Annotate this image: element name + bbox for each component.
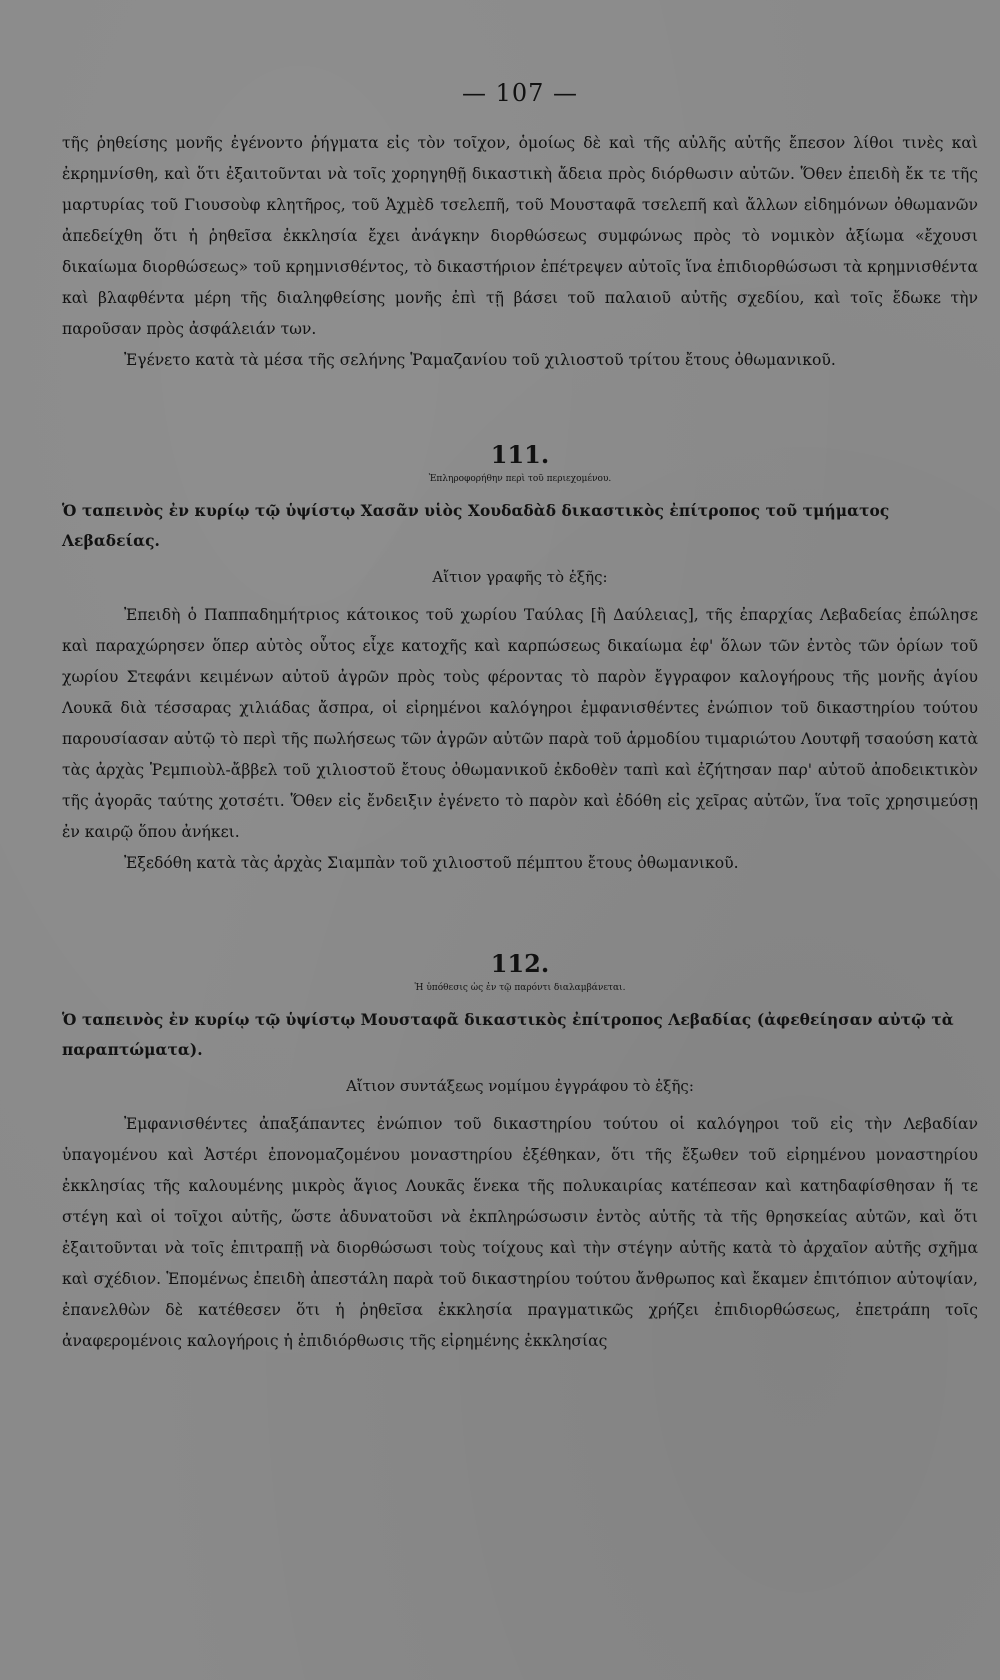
document-112 (62, 949, 978, 1357)
document-heading: Ὁ ταπεινὸς ἐν κυρίῳ τῷ ὑψίστῳ Χασᾶν υἱὸς Χουδαδὰδ δικαστικὸς ἐπίτροπος τοῦ τμήματος Λεβαδείας. (62, 502, 890, 550)
document-number: 112. (490, 949, 550, 978)
document-paragraph: Ἐμφανισθέντες ἀπαξάπαντες ἐνώπιον τοῦ δικαστηρίου τούτου οἱ καλόγηροι τοῦ εἰς τὴν Λεβαδίαν ὑπαγομένου καὶ Ἀστέρι ἐπονομαζομένου μοναστηρίου ἐξέθηκαν, ὅτι τῆς ἔξωθεν τοῦ εἰρημένου μοναστηρίου ἐκκλησίας τῆς καλουμένης μικρὸς ἅγιος Λουκᾶς ἕνεκα τῆς πολυκαιρίας κατέπεσαν καὶ κατηδαφίσθησαν ἥ τε στέγη καὶ οἱ τοῖχοι αὐτῆς, ὥστε ἀδυνατοῦσι νὰ ἐκπληρώσωσιν ἐντὸς αὐτῆς τὰ τῆς θρησκείας αὐτῶν, καὶ ὅτι ἐξαιτοῦνται νὰ τοῖς ἐπιτραπῇ νὰ διορθώσωσι τοὺς τοίχους καὶ τὴν στέγην αὐτῆς κατὰ τὸ ἀρχαῖον αὐτῆς σχῆμα καὶ σχέδιον. Ἑπομένως ἐπειδὴ ἀπεστάλη παρὰ τοῦ δικαστηρίου τούτου ἄνθρωπος καὶ ἔκαμεν ἐπιτόπιον αὐτοψίαν, ἐπανελθὼν δὲ κατέθεσεν ὅτι ἡ ῥηθεῖσα ἐκκλησία πραγματικῶς χρήζει ἐπιδιορθώσεως, ἐπετράπη τοῖς ἀναφερομένοις καλογήροις ἡ ἐπιδιόρθωσις τῆς εἰρημένης ἐκκλησίας (62, 1115, 978, 1350)
document-note: Ἐπληροφορήθην περὶ τοῦ περιεχομένου. (428, 474, 612, 484)
page-number: — 107 — (461, 79, 579, 107)
intro-section (62, 128, 978, 376)
document-heading: Ὁ ταπεινὸς ἐν κυρίῳ τῷ ὑψίστῳ Μουσταφᾶ δικαστικὸς ἐπίτροπος Λεβαδίας (ἀφεθείησαν αὐτῷ τὰ παραπτώματα). (62, 1011, 954, 1059)
document-subheading: Αἴτιον γραφῆς τὸ ἑξῆς: (432, 568, 608, 586)
intro-paragraph: τῆς ῥηθείσης μονῆς ἐγένοντο ῥήγματα εἰς τὸν τοῖχον, ὁμοίως δὲ καὶ τῆς αὐλῆς αὐτῆς ἔπεσον λίθοι τινὲς καὶ ἐκρημνίσθη, καὶ ὅτι ἐξαιτοῦνται νὰ τοῖς χορηγηθῇ δικαστικὴ ἄδεια πρὸς διόρθωσιν αὐτῶν. Ὅθεν ἐπειδὴ ἔκ τε τῆς μαρτυρίας τοῦ Γιουσοὺφ κλητῆρος, τοῦ Ἀχμὲδ τσελεπῆ, τοῦ Μουσταφᾶ τσελεπῆ καὶ ἄλλων εἰδημόνων ὀθωμανῶν ἀπεδείχθη ὅτι ἡ ῥηθεῖσα ἐκκλησία ἔχει ἀνάγκην διορθώσεως συμφώνως πρὸς τὸ νομικὸν ἀξίωμα «ἔχουσι δικαίωμα διορθώσεως» τοῦ κρημνισθέντος, τὸ δικαστήριον ἐπέτρεψεν αὐτοῖς ἵνα ἐπιδιορθώσωσι τὰ κρημνισθέντα καὶ βλαφθέντα μέρη τῆς διαληφθείσης μονῆς ἐπὶ τῇ βάσει τοῦ παλαιοῦ αὐτῆς σχεδίου, καὶ τοῖς ἔδωκε τὴν παροῦσαν πρὸς ἀσφάλειάν των. (62, 134, 978, 338)
document-note: Ἡ ὑπόθεσις ὡς ἐν τῷ παρόντι διαλαμβάνεται. (414, 983, 626, 993)
document-111 (62, 440, 978, 879)
document-number: 111. (490, 440, 550, 469)
document-subheading: Αἴτιον συντάξεως νομίμου ἐγγράφου τὸ ἑξῆς: (346, 1077, 694, 1095)
document-dateline: Ἐξεδόθη κατὰ τὰς ἀρχὰς Σιαμπὰν τοῦ χιλιοστοῦ πέμπτου ἔτους ὀθωμανικοῦ. (124, 854, 739, 872)
intro-dateline: Ἐγένετο κατὰ τὰ μέσα τῆς σελήνης Ῥαμαζανίου τοῦ χιλιοστοῦ τρίτου ἔτους ὀθωμανικοῦ. (124, 351, 836, 369)
document-paragraph: Ἐπειδὴ ὁ Παππαδημήτριος κάτοικος τοῦ χωρίου Ταύλας [ἢ Δαύλειας], τῆς ἐπαρχίας Λεβαδείας ἐπώλησε καὶ παραχώρησεν ὅπερ αὐτὸς οὗτος εἶχε κατοχῆς καὶ καρπώσεως δικαίωμα ἐφ' ὅλων τῶν ἐντὸς τῶν ὁρίων τοῦ χωρίου Στεφάνι κειμένων αὐτοῦ ἀγρῶν πρὸς τοὺς φέροντας τὸ παρὸν ἔγγραφον καλογήρους τῆς μονῆς ἁγίου Λουκᾶ διὰ τέσσαρας χιλιάδας ἄσπρα, οἱ εἰρημένοι καλόγηροι ἐμφανισθέντες ἐνώπιον τοῦ δικαστηρίου τούτου παρουσίασαν αὐτῷ τὸ περὶ τῆς πωλήσεως τῶν ἀγρῶν αὐτῶν παρὰ τοῦ ἁρμοδίου τιμαριώτου Λουτφῆ τσαούση κατὰ τὰς ἀρχὰς Ῥεμπιοὺλ-ἄββελ τοῦ χιλιοστοῦ ἔτους ὀθωμανικοῦ ἐκδοθὲν ταπὶ καὶ ἐζήτησαν παρ' αὐτοῦ ἀποδεικτικὸν τῆς ἀγορᾶς ταύτης χοτσέτι. Ὅθεν εἰς ἔνδειξιν ἐγένετο τὸ παρὸν καὶ ἐδόθη εἰς χεῖρας αὐτῶν, ἵνα τοῖς χρησιμεύσῃ ἐν καιρῷ ὅπου ἀνήκει. (62, 606, 978, 841)
